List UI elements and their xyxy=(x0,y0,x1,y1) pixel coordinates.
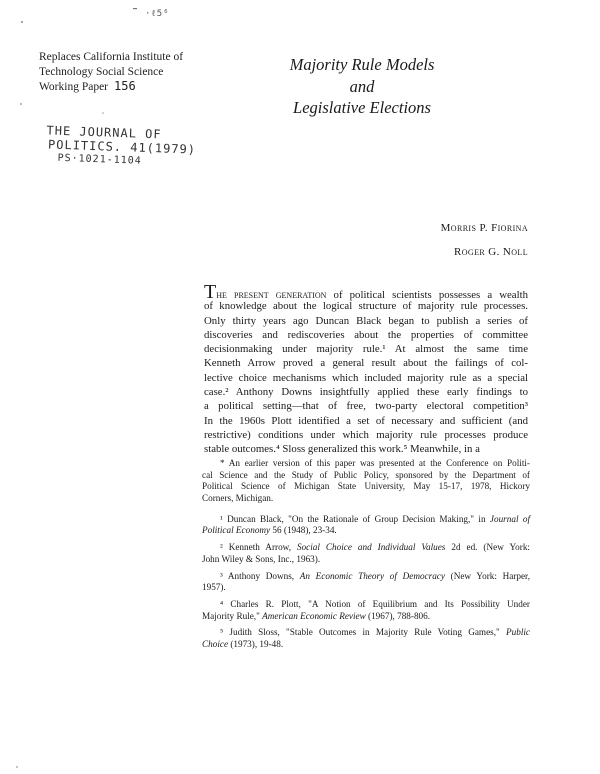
handwritten-line: THE JOURNAL OF xyxy=(46,123,162,142)
title-line: Legislative Elections xyxy=(293,98,431,117)
footnote-line xyxy=(202,571,530,583)
opening-small-caps: he present generation xyxy=(216,289,327,301)
replaces-line xyxy=(39,79,229,95)
footnote-line: Political Science of Michigan State University, May 15-17, 1978, Hickory xyxy=(202,481,530,492)
footnote-italic: Journal of xyxy=(489,513,531,524)
scan-speck xyxy=(133,8,137,9)
replaces-line-text: Working Paper xyxy=(39,81,109,93)
body-line: of knowledge about the logical structure of majority rule processes. xyxy=(204,300,528,313)
footnote-italic: Public xyxy=(506,627,530,638)
body-line: Only thirty years ago Duncan Black began to publish a series of xyxy=(204,314,528,327)
body-line: lective choice mechanisms which included majority rule as a special xyxy=(204,371,528,384)
body-line: discoveries and rediscoveries about the properties of committee xyxy=(204,328,528,341)
scan-speck xyxy=(102,112,104,114)
opening-rest: of political scientists possesses a wealth xyxy=(326,289,528,301)
footnote-italic: Social Choice and Individual Values xyxy=(296,542,446,553)
scan-speck xyxy=(21,21,23,23)
top-handwritten-mark: ·ℓ5⁶ xyxy=(145,9,170,19)
working-paper-number: 156 xyxy=(114,79,136,93)
footnote-text: 56 (1948), 23-34. xyxy=(270,525,337,536)
title-line: and xyxy=(349,76,375,96)
footnote-5 xyxy=(202,627,530,650)
footnote-text: (1967), 788-806. xyxy=(365,610,431,621)
body-line: decisionmaking under majority rule.¹ At almost the same time xyxy=(204,343,528,356)
footnote-line: ⁴ Charles R. Plott, "A Notion of Equilibrium and Its Possibility Under xyxy=(220,598,530,609)
body-line: stable outcomes.⁴ Sloss generalized this work.⁵ Meanwhile, in a xyxy=(204,443,480,456)
footnote-line: John Wiley & Sons, Inc., 1963). xyxy=(202,553,321,564)
footnote-text: 2d ed. (New York: xyxy=(445,542,530,553)
replaces-line: Replaces California Institute of xyxy=(39,51,184,63)
footnote-line: 1957). xyxy=(202,582,226,593)
body-line: In the 1960s Plott identified a set of necessary and sufficient (and xyxy=(204,414,528,427)
body-paragraph xyxy=(204,281,528,457)
scan-speck xyxy=(20,103,22,105)
handwritten-line: POLITICS. 41(1979) xyxy=(47,137,197,157)
footnote-2 xyxy=(202,542,530,565)
body-line xyxy=(204,281,528,303)
footnote-1 xyxy=(202,514,530,537)
footnote-line xyxy=(202,525,530,537)
footnote-italic: American Economic Review xyxy=(262,610,366,621)
author-name: Morris P. Fiorina xyxy=(440,222,528,234)
footnote-line xyxy=(202,611,530,623)
footnote-line xyxy=(202,627,530,639)
footnote-text: (New York: Harper, xyxy=(444,570,531,581)
footnote-line xyxy=(202,542,530,554)
handwritten-line: PS·1021-1104 xyxy=(57,152,142,167)
author-name: Roger G. Noll xyxy=(453,246,528,258)
footnote-text: ² Kenneth Arrow, xyxy=(220,542,297,553)
body-line: case.² Anthony Downs insightfully applied these early findings to xyxy=(204,386,528,399)
footnote-text: ¹ Duncan Black, "On the Rationale of Group Decision Making," in xyxy=(220,513,490,524)
footnote-asterisk xyxy=(202,458,530,505)
replaces-line: Technology Social Science xyxy=(39,65,164,78)
body-line: restrictive) conditions under which majority rule processes produce xyxy=(204,428,528,441)
footnotes xyxy=(202,458,530,656)
footnote-italic: Choice xyxy=(202,638,229,649)
footnote-line xyxy=(202,514,530,526)
title-line: Majority Rule Models xyxy=(289,55,435,74)
body-line: a political setting—that of free, two-party electoral competition³ xyxy=(204,400,528,413)
handwritten-journal-citation xyxy=(45,123,196,170)
footnote-text: (1973), 19-48. xyxy=(228,638,284,649)
body-line: Kenneth Arrow proved a general result about the failings of col- xyxy=(204,357,528,370)
author-block xyxy=(441,222,528,270)
footnote-line: cal Science and the Study of Public Policy, sponsored by the Department of xyxy=(202,469,530,480)
scan-speck xyxy=(16,766,18,768)
drop-cap: T xyxy=(204,281,217,303)
footnote-3 xyxy=(202,571,530,594)
footnote-text: Majority Rule," xyxy=(202,610,263,621)
footnote-text: ⁵ Judith Sloss, "Stable Outcomes in Majority Rule Voting Games," xyxy=(220,627,507,638)
footnote-text: ³ Anthony Downs, xyxy=(220,570,300,581)
article-title xyxy=(262,54,462,119)
footnote-4 xyxy=(202,599,530,622)
footnote-line: Corners, Michigan. xyxy=(202,493,274,504)
footnote-line xyxy=(202,639,530,651)
replaces-notice xyxy=(39,50,229,95)
footnote-italic: Political Economy xyxy=(202,525,271,536)
footnote-line: * An earlier version of this paper was presented at the Conference on Politi- xyxy=(220,458,530,468)
footnote-italic: An Economic Theory of Democracy xyxy=(299,570,445,581)
